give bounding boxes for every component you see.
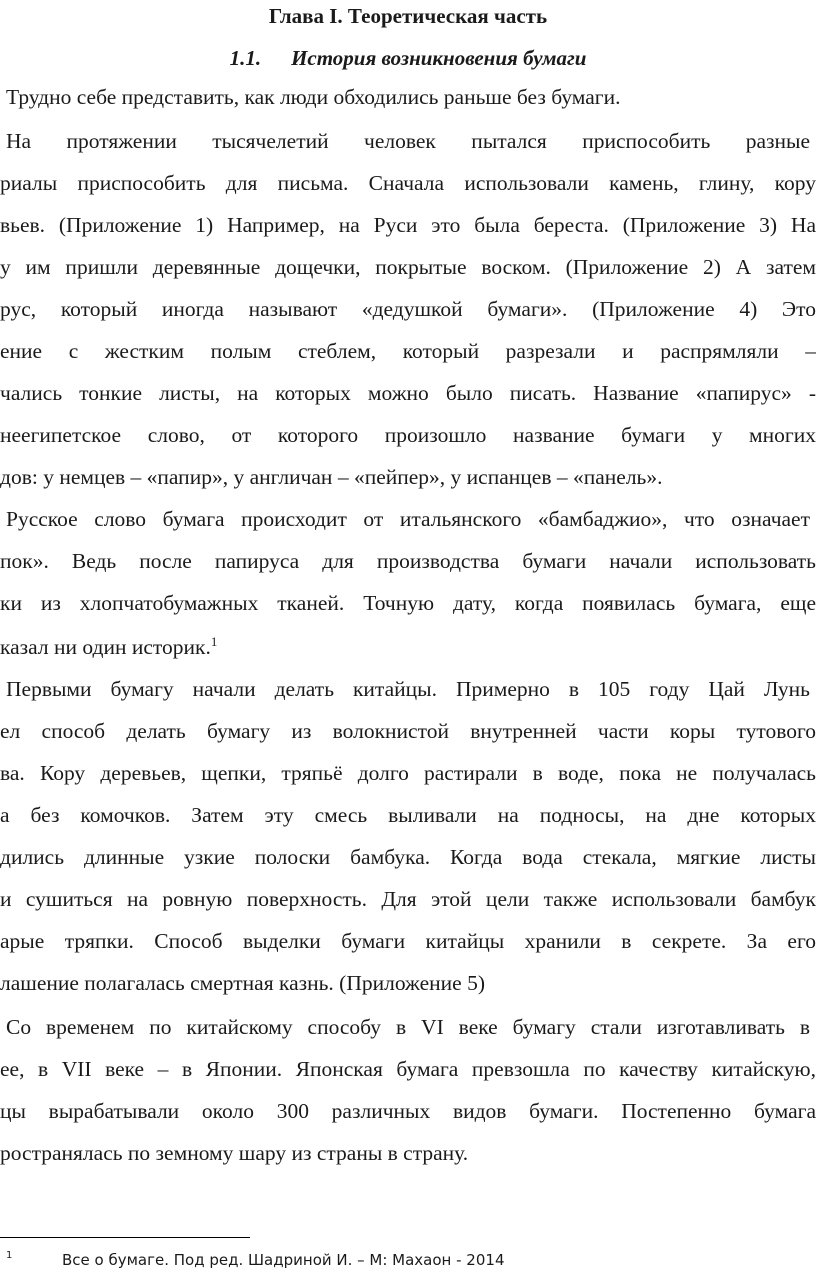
body-text-line: у им пришли деревянные дощечки, покрытые воском. (Приложение 2) А затем bbox=[0, 255, 816, 279]
body-text-line: дились длинные узкие полоски бамбука. Когда вода стекала, мягкие листы bbox=[0, 845, 816, 869]
body-text-line: чались тонкие листы, на которых можно было писать. Название «папирус» - bbox=[0, 381, 816, 405]
body-text-line: а без комочков. Затем эту смесь выливали на подносы, на дне которых bbox=[0, 803, 816, 827]
body-text-line: и сушиться на ровную поверхность. Для этой цели также использовали бамбук bbox=[0, 887, 816, 911]
body-text-line: ее, в VII веке – в Японии. Японская бумага превзошла по качеству китайскую, bbox=[0, 1057, 816, 1081]
body-text-line: Со временем по китайскому способу в VI веке бумагу стали изготавливать в bbox=[6, 1015, 810, 1039]
body-text-line bbox=[0, 626, 217, 668]
body-text-line: вьев. (Приложение 1) Например, на Руси это была береста. (Приложение 3) На bbox=[0, 213, 816, 237]
body-text-line: ел способ делать бумагу из волокнистой внутренней части коры тутового bbox=[0, 719, 816, 743]
body-text-line: ение с жестким полым стеблем, который разрезали и распрямляли – bbox=[0, 339, 816, 363]
section-heading bbox=[0, 44, 816, 72]
body-text-line: лашение полагалась смертная казнь. (Приложение 5) bbox=[0, 971, 486, 995]
body-text-line: рус, который иногда называют «дедушкой бумаги». (Приложение 4) Это bbox=[0, 297, 816, 321]
footnote-number: 1 bbox=[6, 1250, 13, 1261]
body-text-line: дов: у немцев – «папир», у англичан – «пейпер», у испанцев – «панель». bbox=[0, 465, 663, 489]
footnote-reference: 1 bbox=[210, 633, 218, 649]
body-text-line: Русское слово бумага происходит от итальянского «бамбаджио», что означает bbox=[6, 507, 810, 531]
body-text-line: ва. Кору деревьев, щепки, тряпьё долго растирали в воде, пока не получалась bbox=[0, 761, 816, 785]
body-text-line: риалы приспособить для письма. Сначала использовали камень, глину, кору bbox=[0, 171, 816, 195]
footnote-divider bbox=[0, 1237, 250, 1238]
body-text-line: пок». Ведь после папируса для производства бумаги начали использовать bbox=[0, 549, 816, 573]
section-number: 1.1. bbox=[229, 46, 262, 70]
body-text-line: Первыми бумагу начали делать китайцы. Примерно в 105 году Цай Лунь bbox=[6, 677, 810, 701]
section-title: История возникновения бумаги bbox=[291, 46, 587, 70]
body-text-line: Трудно себе представить, как люди обходились раньше без бумаги. bbox=[6, 85, 621, 109]
footnote-text: Все о бумаге. Под ред. Шадриной И. – М: Махаон - 2014 bbox=[62, 1251, 505, 1269]
body-text-line: ространялась по земному шару из страны в страну. bbox=[0, 1141, 469, 1165]
body-text-line: неегипетское слово, от которого произошло название бумаги у многих bbox=[0, 423, 816, 447]
body-text: казал ни один историк. bbox=[0, 635, 211, 659]
chapter-title: Глава I. Теоретическая часть bbox=[268, 4, 548, 28]
body-text-line: цы вырабатывали около 300 различных видов бумаги. Постепенно бумага bbox=[0, 1099, 816, 1123]
body-text-line: ки из хлопчатобумажных тканей. Точную дату, когда появилась бумага, еще bbox=[0, 591, 816, 615]
body-text-line: арые тряпки. Способ выделки бумаги китайцы хранили в секрете. За его bbox=[0, 929, 816, 953]
body-text-line: На протяжении тысячелетий человек пытался приспособить разные bbox=[6, 129, 810, 153]
